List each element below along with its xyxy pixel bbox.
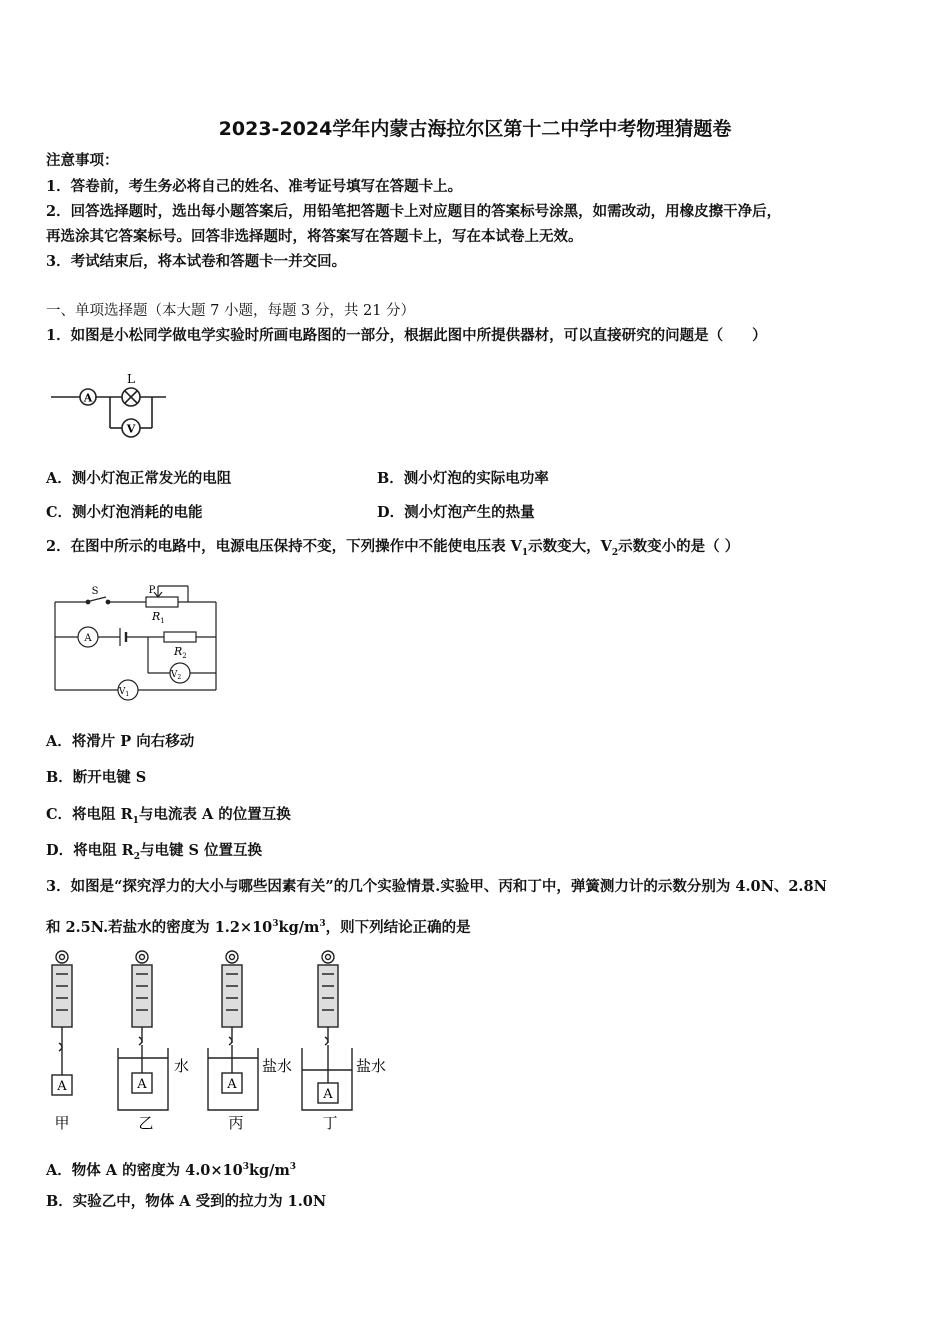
notice-item-3: 3．考试结束后，将本试卷和答题卡一并交回。 [46, 253, 347, 270]
v1-label: $V_1$ [118, 687, 130, 698]
q1-option-c: C．测小灯泡消耗的电能 [46, 504, 203, 521]
page-title: 2023-2024学年内蒙古海拉尔区第十二中学中考物理猜题卷 [218, 118, 732, 140]
block-a-label: A [323, 1087, 333, 1102]
q1-circuit-figure [48, 370, 173, 442]
ammeter-label: A [83, 391, 93, 405]
q1-stem: 1．如图是小松同学做电学实验时所画电路图的一部分，根据此图中所提供器材，可以直接研究的问题是（ ） [46, 327, 767, 344]
q2-option-d: D．将电阻 $R_2$与电键 S 位置互换 [46, 842, 263, 862]
liquid-saltwater: 盐水 [262, 1057, 293, 1075]
notice-item-2: 2．回答选择题时，选出每小题答案后，用铅笔把答题卡上对应题目的答案标号涂黑，如需改动，用橡皮擦干净后， [46, 203, 782, 220]
slider-label: P [148, 585, 156, 596]
q2-option-c: C．将电阻 $R_1$与电流表 A 的位置互换 [46, 806, 291, 826]
q1-option-b: B．测小灯泡的实际电功率 [377, 470, 549, 487]
block-a-label: A [57, 1079, 67, 1094]
voltmeter-label: V [126, 422, 136, 436]
q1-option-a: A．测小灯泡正常发光的电阻 [46, 470, 232, 487]
liquid-water: 水 [174, 1057, 190, 1075]
notice-heading: 注意事项： [46, 152, 119, 169]
liquid-saltwater: 盐水 [356, 1057, 387, 1075]
q2-option-b: B．断开电键 S [46, 769, 147, 786]
q3-buoyancy-figure [40, 945, 400, 1135]
q2-circuit-figure [48, 575, 228, 705]
q2-option-a: A．将滑片 P 向右移动 [46, 733, 195, 750]
q3-option-b: B．实验乙中，物体 A 受到的拉力为 1.0N [46, 1193, 327, 1210]
block-a-label: A [227, 1077, 237, 1092]
label-yi: 乙 [138, 1114, 154, 1132]
switch-label: S [91, 586, 99, 597]
label-jia: 甲 [54, 1114, 70, 1132]
lamp-label: L [127, 372, 135, 386]
q2-stem: 2．在图中所示的电路中，电源电压保持不变，下列操作中不能使电压表 $V_1$示数变大，$V_2$示数变小的是（ ） [46, 538, 740, 558]
label-ding: 丁 [322, 1114, 338, 1132]
v2-label: $V_2$ [170, 670, 182, 681]
ammeter-label: A [84, 633, 92, 644]
r1-label: $R_1$ [152, 610, 165, 625]
r2-label: $R_2$ [174, 645, 187, 660]
q1-option-d: D．测小灯泡产生的热量 [377, 504, 535, 521]
notice-item-2-cont: 再选涂其它答案标号。回答非选择题时，将答案写在答题卡上，写在本试卷上无效。 [46, 228, 583, 245]
q3-stem-line2: 和 2.5N.若盐水的密度为 $1.2\times 10^3kg/m^3$，则下列结论正确的是 [46, 918, 471, 936]
notice-item-1: 1．答卷前，考生务必将自己的姓名、准考证号填写在答题卡上。 [46, 178, 463, 195]
q3-stem-line1: 3．如图是“探究浮力的大小与哪些因素有关”的几个实验情景.实验甲、丙和丁中，弹簧测力计的示数分别为 4.0N、2.8N [46, 878, 827, 895]
section-heading: 一、单项选择题（本大题 7 小题，每题 3 分，共 21 分） [46, 303, 416, 319]
block-a-label: A [137, 1077, 147, 1092]
q3-option-a: A．物体 A 的密度为 $4.0\times 10^3kg/m^3$ [46, 1161, 297, 1179]
label-bing: 丙 [228, 1114, 244, 1132]
